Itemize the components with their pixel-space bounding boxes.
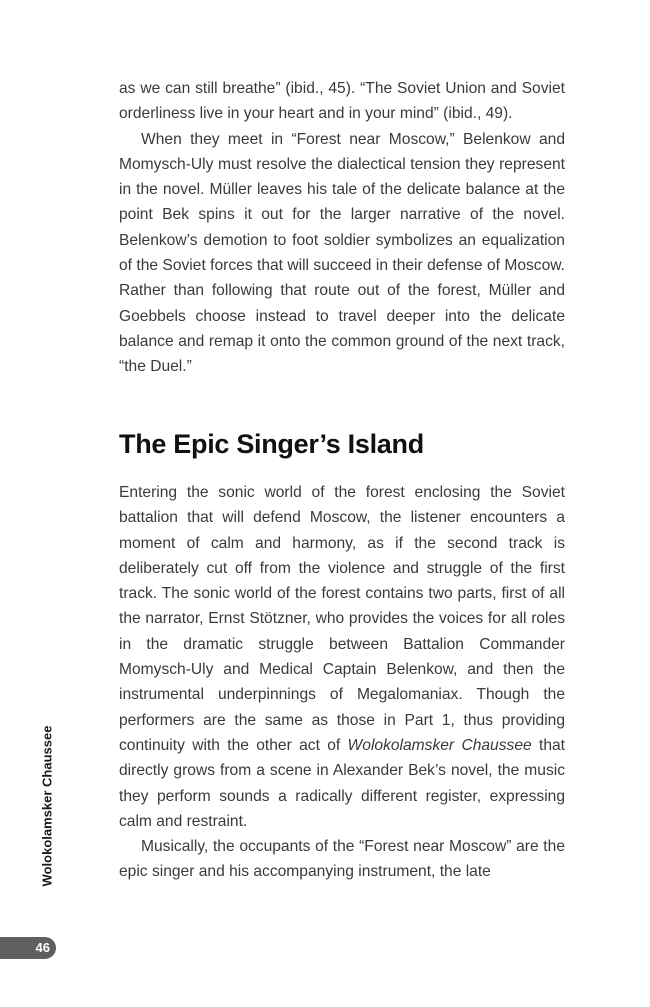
- body-text-top: [119, 76, 565, 380]
- paragraph-quote-continuation: as we can still breathe” (ibid., 45). “The Soviet Union and Soviet orderliness live in your heart and in your mind” (ibid., 49).: [119, 80, 565, 123]
- section-heading: The Epic Singer’s Island: [119, 429, 424, 459]
- page-number: 46: [35, 940, 50, 955]
- paragraph-forest-near-moscow: When they meet in “Forest near Moscow,” Belenkow and Momysch-Uly must resolve the dialectical tension they represent in the novel. Müller leaves his tale of the delicate balance at the point Bek spins it out for the larger narrative of the novel. Belenkow’s demotion to foot soldier symbolizes an equalization of the Soviet forces that will succeed in their defense of Moscow. Rather than following that route out of the forest, Müller and Goebbels choose instead to travel deeper into the delicate balance and remap it onto the common ground of the next track, “the Duel.”: [119, 130, 565, 376]
- paragraph-sonic-world: [119, 480, 565, 834]
- paragraph-musically: Musically, the occupants of the “Forest near Moscow” are the epic singer and his accompanying instrument, the late: [119, 838, 565, 881]
- body-text-section: [119, 480, 565, 885]
- paragraph-text: that directly grows from a scene in Alexander Bek’s novel, the music they perform sounds a radically different register, expressing calm and restraint.: [119, 736, 565, 830]
- page-number-tab: [0, 937, 56, 959]
- running-head: Wolokolamsker Chaussee: [39, 725, 55, 887]
- paragraph-text: Entering the sonic world of the forest enclosing the Soviet battalion that will defend Moscow, the listener encounters a moment of calm and harmony, as if the second track is deliberately cut off from the violence and struggle of the first track. The sonic world of the forest contains two parts, first of all the narrator, Ernst Stötzner, who provides the voices for all roles in the dramatic struggle between Battalion Commander Momysch-Uly and Medical Captain Belenkow, and then the instrumental underpinnings of Megalomaniax. Though the performers are the same as those in Part 1, thus providing continuity with the other act of: [119, 484, 565, 754]
- italic-title: Wolokolamsker Chaussee: [347, 736, 532, 754]
